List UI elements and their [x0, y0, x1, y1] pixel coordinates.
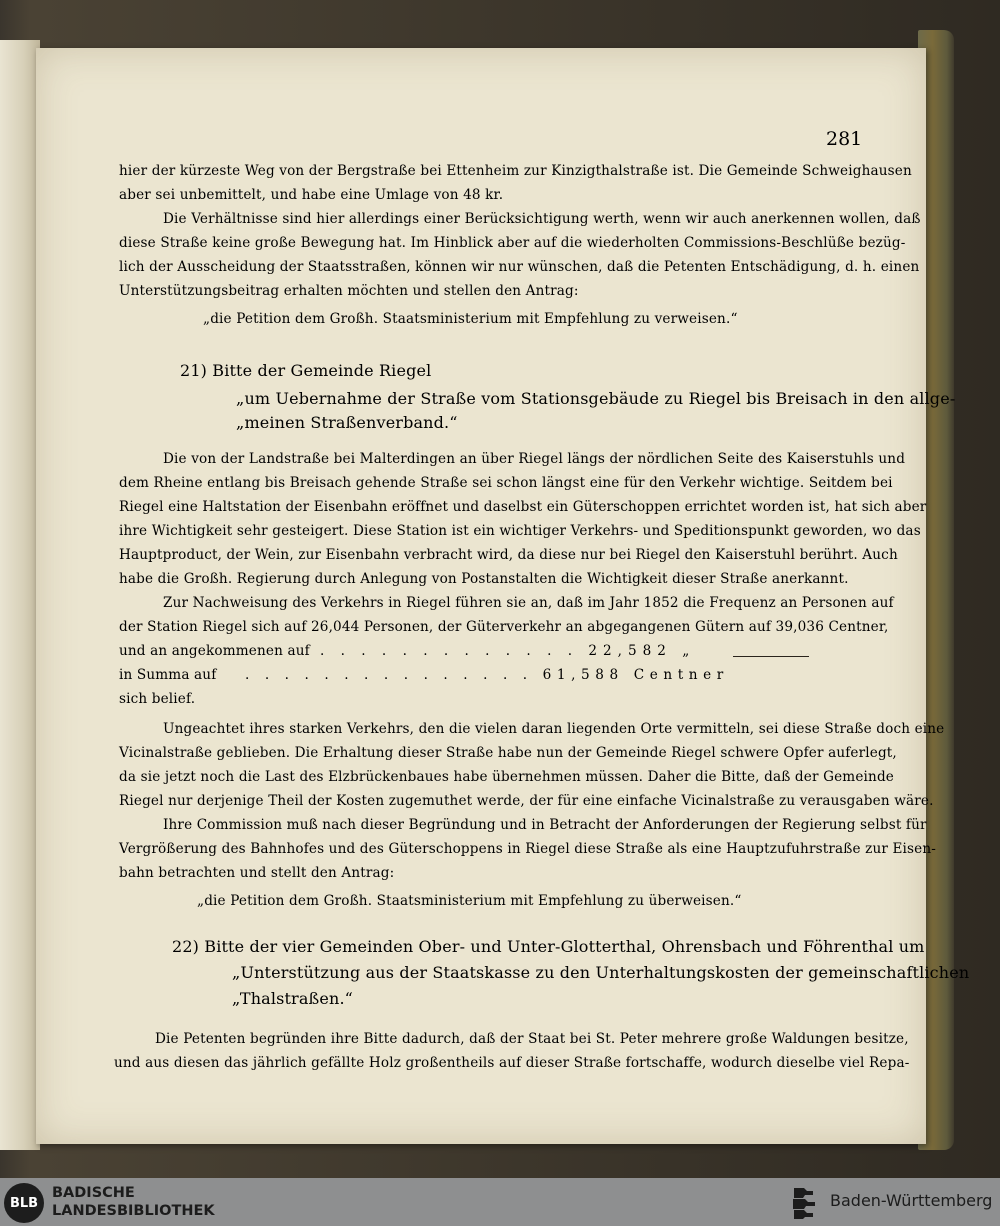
petition-title-line: „um Uebernahme der Straße vom Stationsgebäude zu Riegel bis Breisach in den allge- — [236, 389, 956, 408]
text-line: Zur Nachweisung des Verkehrs in Riegel führen sie an, daß im Jahr 1852 die Frequenz an Personen auf — [163, 595, 894, 611]
library-name[interactable] — [52, 1184, 215, 1220]
text-line: Die von der Landstraße bei Malterdingen an über Riegel längs der nördlichen Seite des Kaiserstuhls und — [163, 451, 906, 467]
facing-page-edge — [0, 40, 40, 1150]
baden-wuerttemberg-lions-icon — [790, 1184, 820, 1220]
text-line: Hauptproduct, der Wein, zur Eisenbahn verbracht wird, da diese nur bei Riegel den Kaiserstuhl berührt. Auch — [119, 547, 898, 563]
text-line: sich belief. — [119, 691, 196, 707]
petition-title-line: „meinen Straßenverband.“ — [236, 413, 458, 432]
petition-heading-21: 21) Bitte der Gemeinde Riegel — [180, 361, 432, 380]
petition-heading-22: 22) Bitte der vier Gemeinden Ober- und Unter-Glotterthal, Ohrensbach und Föhrenthal um — [172, 937, 925, 956]
text-line: Die Verhältnisse sind hier allerdings einer Berücksichtigung werth, wenn wir auch anerkennen wollen, daß — [163, 211, 921, 227]
library-name-line2: LANDESBIBLIOTHEK — [52, 1203, 215, 1219]
text-line: ihre Wichtigkeit sehr gesteigert. Diese Station ist ein wichtiger Verkehrs- und Speditionspunkt geworden, wo das — [119, 523, 921, 539]
text-line: Ihre Commission muß nach dieser Begründung und in Betracht der Anforderungen der Regierung selbst für — [163, 817, 927, 833]
text-line: aber sei unbemittelt, und habe eine Umlage von 48 kr. — [119, 187, 504, 203]
text-line: der Station Riegel sich auf 26,044 Personen, der Güterverkehr an abgegangenen Gütern auf 39,036 Centner, — [119, 619, 889, 635]
text-line: diese Straße keine große Bewegung hat. Im Hinblick aber auf die wiederholten Commissions-Beschlüße bezüg- — [119, 235, 906, 251]
footer-bar — [0, 1178, 1000, 1226]
page-number: 281 — [826, 128, 863, 150]
text-line: Riegel nur derjenige Theil der Kosten zugemuthet werde, der für eine einfache Vicinalstraße zu verausgaben wäre. — [119, 793, 934, 809]
sum-rule — [733, 656, 809, 657]
text-line: hier der kürzeste Weg von der Bergstraße bei Ettenheim zur Kinzigthalstraße ist. Die Gemeinde Schweighausen — [119, 163, 912, 179]
blb-logo-icon[interactable]: BLB — [4, 1183, 44, 1223]
text-line: Riegel eine Haltstation der Eisenbahn eröffnet und daselbst ein Güterschoppen errichtet worden ist, hat sich aber — [119, 499, 927, 515]
text-line: Vicinalstraße geblieben. Die Erhaltung dieser Straße habe nun der Gemeinde Riegel schwere Opfer auferlegt, — [119, 745, 897, 761]
text-line: und aus diesen das jährlich gefällte Holz großentheils auf dieser Straße fortschaffe, wodurch dieselbe viel Repa- — [114, 1055, 910, 1071]
petition-title-line: „Unterstützung aus der Staatskasse zu den Unterhaltungskosten der gemeinschaftlichen — [232, 963, 970, 982]
state-name[interactable]: Baden-Württemberg — [830, 1191, 993, 1210]
text-line: da sie jetzt noch die Last des Elzbrückenbaues habe übernehmen müssen. Daher die Bitte, daß der Gemeinde — [119, 769, 894, 785]
tally-leader-line: . . . . . . . . . . . . . 22,582 „ — [320, 643, 696, 659]
motion-text: „die Petition dem Großh. Staatsministerium mit Empfehlung zu verweisen.“ — [203, 311, 738, 327]
text-line: lich der Ausscheidung der Staatsstraßen, können wir nur wünschen, daß die Petenten Entschädigung, d. h. einen — [119, 259, 920, 275]
text-line: Ungeachtet ihres starken Verkehrs, den die vielen daran liegenden Orte vermitteln, sei diese Straße doch eine — [163, 721, 945, 737]
tally-total-line: . . . . . . . . . . . . . . . 61,588 Centner — [245, 667, 729, 683]
text-line: in Summa auf — [119, 667, 217, 683]
library-name-line1: BADISCHE — [52, 1185, 135, 1201]
text-line: Vergrößerung des Bahnhofes und des Güterschoppens in Riegel diese Straße als eine Hauptzufuhrstraße zur Eisen- — [119, 841, 937, 857]
text-line: bahn betrachten und stellt den Antrag: — [119, 865, 395, 881]
text-line: dem Rheine entlang bis Breisach gehende Straße sei schon längst eine für den Verkehr wichtige. Seitdem bei — [119, 475, 893, 491]
petition-title-line: „Thalstraßen.“ — [232, 989, 354, 1008]
motion-text: „die Petition dem Großh. Staatsministerium mit Empfehlung zu überweisen.“ — [197, 893, 742, 909]
text-line: Unterstützungsbeitrag erhalten möchten und stellen den Antrag: — [119, 283, 579, 299]
text-line: und an angekommenen auf — [119, 643, 310, 659]
text-line: habe die Großh. Regierung durch Anlegung von Postanstalten die Wichtigkeit dieser Straße anerkannt. — [119, 571, 849, 587]
text-line: Die Petenten begründen ihre Bitte dadurch, daß der Staat bei St. Peter mehrere große Waldungen besitze, — [155, 1031, 909, 1047]
